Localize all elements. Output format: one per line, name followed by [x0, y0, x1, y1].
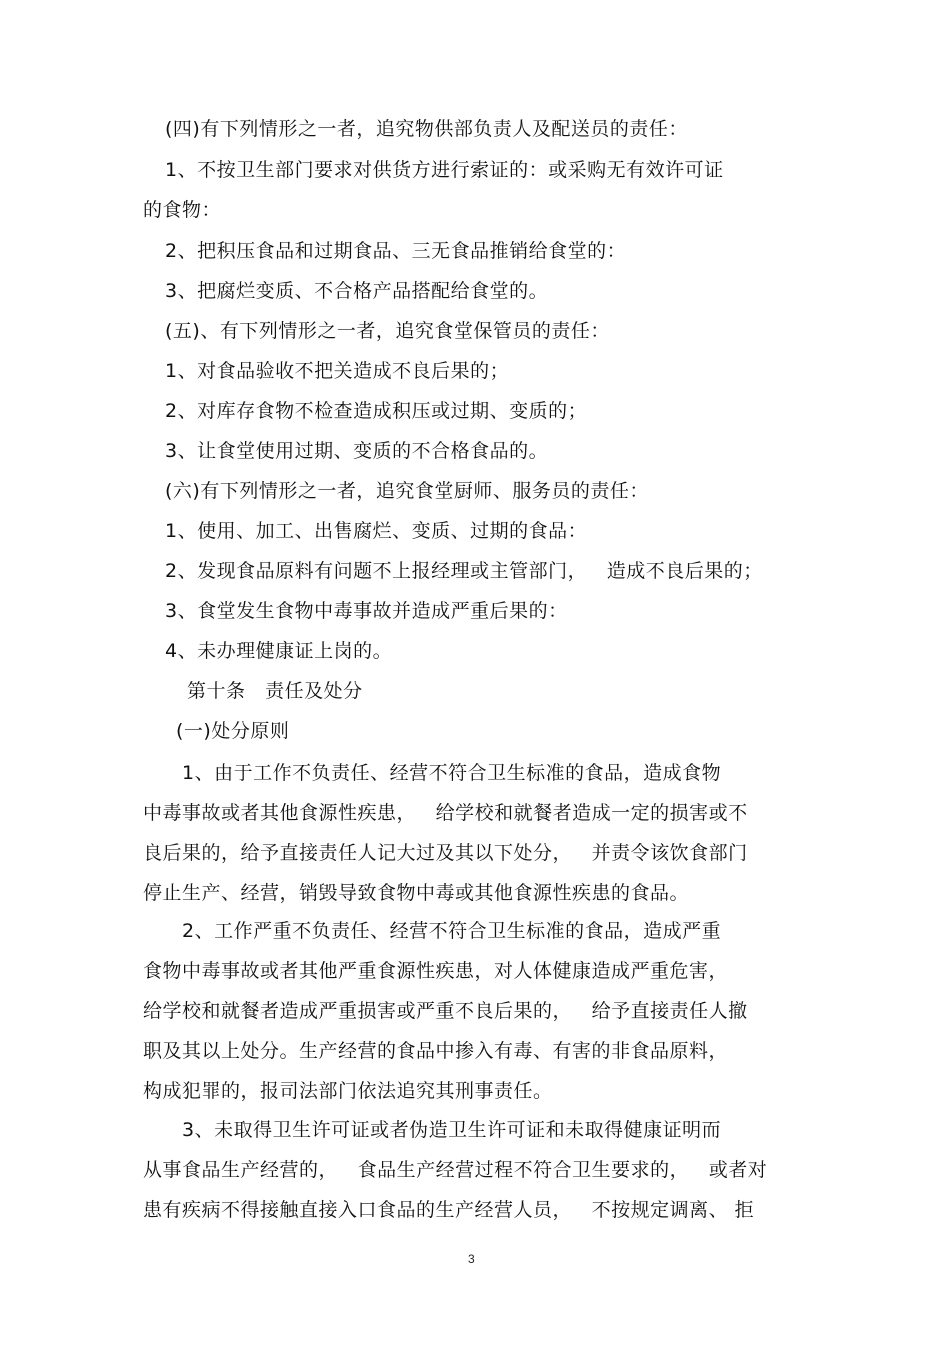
text-line: 食物中毒事故或者其他严重食源性疾患，对人体健康造成严重危害，	[143, 960, 729, 982]
text-line: 3、让食堂使用过期、变质的不合格食品的。	[165, 440, 549, 462]
text-line: 3、食堂发生食物中毒事故并造成严重后果的：	[165, 600, 568, 622]
text-line: 2、发现食品原料有问题不上报经理或主管部门， 造成不良后果的；	[165, 560, 763, 582]
section-heading: 第十条 责任及处分	[187, 680, 363, 702]
text-line: (四)有下列情形之一者，追究物供部负责人及配送员的责任：	[165, 118, 688, 140]
text-line: 4、未办理健康证上岗的。	[165, 640, 393, 662]
text-line: 1、使用、加工、出售腐烂、变质、过期的食品：	[165, 520, 588, 542]
text-line: 患有疾病不得接触直接入口食品的生产经营人员， 不按规定调离、 拒	[143, 1199, 755, 1221]
text-line: (六)有下列情形之一者，追究食堂厨师、服务员的责任：	[165, 480, 649, 502]
text-line: 给学校和就餐者造成严重损害或严重不良后果的， 给予直接责任人撤	[143, 1000, 748, 1022]
text-line: 1、不按卫生部门要求对供货方进行索证的：或采购无有效许可证	[165, 159, 724, 181]
text-line: 从事食品生产经营的， 食品生产经营过程不符合卫生要求的， 或者对	[143, 1159, 768, 1181]
text-line: 停止生产、经营，销毁导致食物中毒或其他食源性疾患的食品。	[143, 882, 690, 904]
text-line: 的食物：	[143, 199, 222, 221]
text-line: 职及其以上处分。生产经营的食品中掺入有毒、有害的非食品原料，	[143, 1040, 729, 1062]
text-line: 3、把腐烂变质、不合格产品搭配给食堂的。	[165, 280, 549, 302]
text-line: 1、对食品验收不把关造成不良后果的；	[165, 360, 510, 382]
text-line: 构成犯罪的，报司法部门依法追究其刑事责任。	[143, 1080, 553, 1102]
text-line: 2、把积压食品和过期食品、三无食品推销给食堂的：	[165, 240, 627, 262]
text-line: 1、由于工作不负责任、经营不符合卫生标准的食品，造成食物	[182, 762, 722, 784]
subsection-heading: (一)处分原则	[176, 720, 290, 742]
text-line: (五)、有下列情形之一者，追究食堂保管员的责任：	[165, 320, 610, 342]
text-line: 良后果的，给予直接责任人记大过及其以下处分， 并责令该饮食部门	[143, 842, 748, 864]
text-line: 3、未取得卫生许可证或者伪造卫生许可证和未取得健康证明而	[182, 1119, 722, 1141]
text-line: 2、对库存食物不检查造成积压或过期、变质的；	[165, 400, 588, 422]
page-number: 3	[468, 1252, 475, 1266]
text-line: 中毒事故或者其他食源性疾患， 给学校和就餐者造成一定的损害或不	[143, 802, 748, 824]
text-line: 2、工作严重不负责任、经营不符合卫生标准的食品，造成严重	[182, 920, 722, 942]
